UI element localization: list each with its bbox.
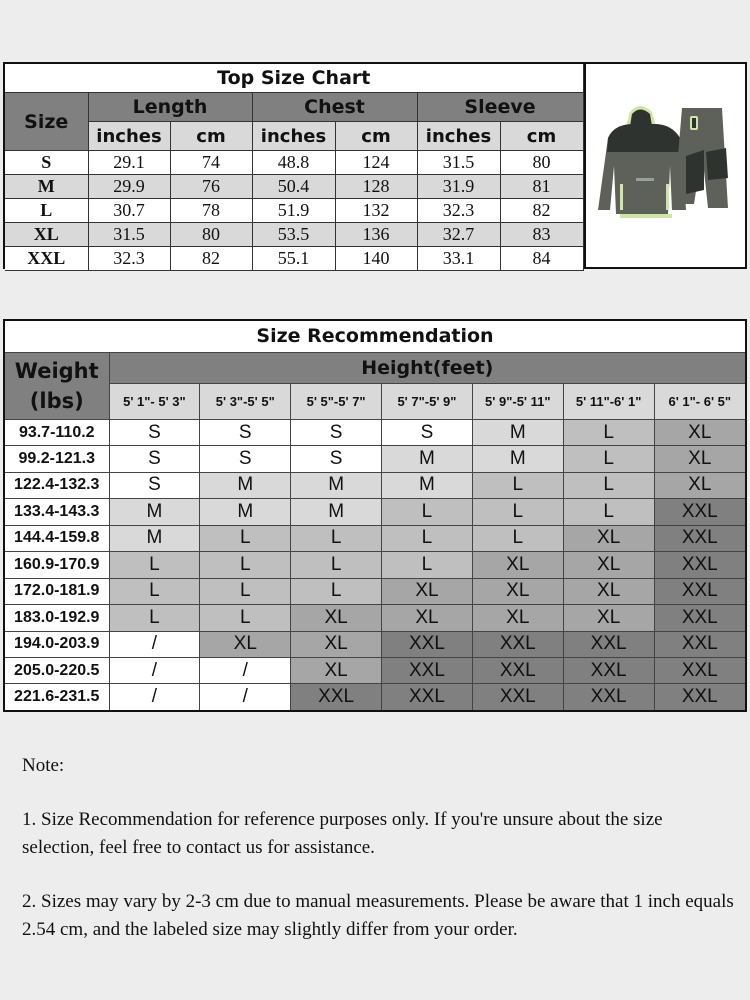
recommended-size-cell: XXL — [472, 631, 563, 657]
recommended-size-cell: L — [382, 552, 473, 578]
height-range-header: 6' 1"- 6' 5" — [654, 384, 745, 420]
recommended-size-cell: L — [109, 552, 200, 578]
recommended-size-cell: L — [563, 419, 654, 445]
size-column-header: Size — [5, 93, 88, 151]
height-range-header: 5' 9"-5' 11" — [472, 384, 563, 420]
measurement-cell: 140 — [335, 247, 417, 271]
recommended-size-cell: S — [291, 446, 382, 472]
recommended-size-cell: / — [109, 631, 200, 657]
recommended-size-cell: M — [382, 472, 473, 498]
weight-range: 93.7-110.2 — [5, 419, 109, 445]
chest-header: Chest — [252, 93, 417, 122]
measurement-cell: 84 — [500, 247, 583, 271]
recommended-size-cell: L — [563, 499, 654, 525]
recommended-size-cell: XXL — [382, 631, 473, 657]
recommended-size-cell: L — [563, 472, 654, 498]
length-header: Length — [88, 93, 252, 122]
recommended-size-cell: XL — [563, 605, 654, 631]
recommendation-row — [5, 472, 745, 498]
recommended-size-cell: XL — [291, 605, 382, 631]
measurement-cell: 50.4 — [252, 175, 335, 199]
recommended-size-cell: XL — [563, 525, 654, 551]
recommended-size-cell: L — [291, 578, 382, 604]
recommended-size-cell: XXL — [654, 499, 745, 525]
recommended-size-cell: L — [472, 499, 563, 525]
weight-range: 205.0-220.5 — [5, 657, 109, 683]
recommended-size-cell: XL — [563, 552, 654, 578]
note-item: 2. Sizes may vary by 2-3 cm due to manual measurements. Please be aware that 1 inch equals 2.54 cm, and the labeled size may slightly differ from your order. — [22, 891, 734, 940]
recommended-size-cell: M — [200, 472, 291, 498]
measurement-cell: 136 — [335, 223, 417, 247]
sleeve-header: Sleeve — [417, 93, 583, 122]
measurement-cell: 124 — [335, 151, 417, 175]
recommended-size-cell: L — [109, 578, 200, 604]
recommended-size-cell: XXL — [654, 605, 745, 631]
recommended-size-cell: XXL — [563, 631, 654, 657]
weight-header-unit: (lbs) — [29, 388, 84, 413]
recommended-size-cell: XL — [382, 578, 473, 604]
measurement-cell: 29.9 — [88, 175, 170, 199]
recommended-size-cell: M — [109, 525, 200, 551]
weight-range: 160.9-170.9 — [5, 552, 109, 578]
recommended-size-cell: XL — [654, 472, 745, 498]
measurement-cell: 51.9 — [252, 199, 335, 223]
height-range-header: 5' 3"-5' 5" — [200, 384, 291, 420]
recommendation-row — [5, 552, 745, 578]
recommended-size-cell: L — [472, 472, 563, 498]
recommended-size-cell: XXL — [654, 525, 745, 551]
measurement-cell: 32.7 — [417, 223, 500, 247]
size-recommendation-table — [5, 321, 745, 710]
measurement-cell: 82 — [170, 247, 252, 271]
measurement-cell: 78 — [170, 199, 252, 223]
recommended-size-cell: XL — [472, 605, 563, 631]
size-label: XL — [5, 223, 88, 247]
size-row — [5, 175, 583, 199]
recommended-size-cell: XL — [472, 578, 563, 604]
measurement-cell: 33.1 — [417, 247, 500, 271]
measurement-cell: 76 — [170, 175, 252, 199]
recommended-size-cell: XXL — [563, 657, 654, 683]
recommended-size-cell: XXL — [654, 657, 745, 683]
recommended-size-cell: S — [109, 419, 200, 445]
size-label: M — [5, 175, 88, 199]
size-row — [5, 151, 583, 175]
recommendation-row — [5, 419, 745, 445]
measurement-cell: 48.8 — [252, 151, 335, 175]
recommended-size-cell: S — [109, 446, 200, 472]
size-row — [5, 223, 583, 247]
recommended-size-cell: M — [472, 419, 563, 445]
measurement-cell: 31.5 — [417, 151, 500, 175]
weight-range: 221.6-231.5 — [5, 684, 109, 710]
recommended-size-cell: L — [382, 525, 473, 551]
recommended-size-cell: / — [200, 657, 291, 683]
product-image-cell — [584, 64, 745, 267]
unit-header: cm — [335, 122, 417, 151]
measurement-cell: 31.5 — [88, 223, 170, 247]
recommended-size-cell: XXL — [382, 657, 473, 683]
measurement-cell: 30.7 — [88, 199, 170, 223]
weight-column-header — [5, 352, 109, 419]
unit-header: cm — [170, 122, 252, 151]
size-row — [5, 199, 583, 223]
recommended-size-cell: S — [291, 419, 382, 445]
measurement-cell: 83 — [500, 223, 583, 247]
hoodie-and-pants-set-image — [590, 96, 740, 236]
recommended-size-cell: XL — [291, 657, 382, 683]
weight-range: 122.4-132.3 — [5, 472, 109, 498]
recommended-size-cell: XL — [654, 419, 745, 445]
recommended-size-cell: M — [472, 446, 563, 472]
recommended-size-cell: S — [109, 472, 200, 498]
size-label: S — [5, 151, 88, 175]
recommended-size-cell: S — [200, 446, 291, 472]
recommended-size-cell: XXL — [654, 684, 745, 710]
recommended-size-cell: M — [291, 472, 382, 498]
recommended-size-cell: L — [291, 552, 382, 578]
recommended-size-cell: L — [472, 525, 563, 551]
top-size-table — [5, 64, 584, 271]
recommended-size-cell: XL — [472, 552, 563, 578]
weight-range: 133.4-143.3 — [5, 499, 109, 525]
recommendation-row — [5, 631, 745, 657]
measurement-cell: 32.3 — [88, 247, 170, 271]
weight-header-label: Weight — [14, 358, 99, 383]
recommended-size-cell: L — [109, 605, 200, 631]
recommended-size-cell: XXL — [654, 631, 745, 657]
measurement-cell: 31.9 — [417, 175, 500, 199]
recommended-size-cell: XL — [654, 446, 745, 472]
recommendation-row — [5, 525, 745, 551]
recommended-size-cell: L — [382, 499, 473, 525]
recommended-size-cell: S — [200, 419, 291, 445]
unit-header: inches — [88, 122, 170, 151]
recommended-size-cell: L — [563, 446, 654, 472]
measurement-cell: 74 — [170, 151, 252, 175]
recommended-size-cell: L — [200, 578, 291, 604]
hoodie-icon — [598, 106, 686, 218]
recommendation-row — [5, 605, 745, 631]
weight-range: 99.2-121.3 — [5, 446, 109, 472]
recommendation-row — [5, 446, 745, 472]
weight-range: 194.0-203.9 — [5, 631, 109, 657]
height-range-header: 5' 1"- 5' 3" — [109, 384, 200, 420]
measurement-cell: 53.5 — [252, 223, 335, 247]
recommended-size-cell: L — [200, 605, 291, 631]
measurement-cell: 80 — [170, 223, 252, 247]
notes-section — [22, 752, 738, 944]
recommended-size-cell: XXL — [654, 578, 745, 604]
recommended-size-cell: / — [109, 684, 200, 710]
measurement-cell: 128 — [335, 175, 417, 199]
recommended-size-cell: XXL — [382, 684, 473, 710]
recommended-size-cell: M — [109, 499, 200, 525]
recommended-size-cell: L — [291, 525, 382, 551]
measurement-cell: 32.3 — [417, 199, 500, 223]
height-range-header: 5' 11"-6' 1" — [563, 384, 654, 420]
recommended-size-cell: M — [200, 499, 291, 525]
recommended-size-cell: XL — [200, 631, 291, 657]
recommended-size-cell: / — [200, 684, 291, 710]
recommended-size-cell: XL — [291, 631, 382, 657]
recommendation-row — [5, 499, 745, 525]
height-range-header: 5' 7"-5' 9" — [382, 384, 473, 420]
measurement-cell: 82 — [500, 199, 583, 223]
weight-range: 144.4-159.8 — [5, 525, 109, 551]
recommended-size-cell: XXL — [654, 552, 745, 578]
measurement-cell: 55.1 — [252, 247, 335, 271]
top-chart-title: Top Size Chart — [5, 64, 583, 93]
height-range-header: 5' 5"-5' 7" — [291, 384, 382, 420]
note-item: 1. Size Recommendation for reference purposes only. If you're unsure about the size selection, feel free to contact us for assistance. — [22, 809, 663, 858]
recommended-size-cell: XL — [563, 578, 654, 604]
recommendation-row — [5, 657, 745, 683]
recommended-size-cell: S — [382, 419, 473, 445]
measurement-cell: 80 — [500, 151, 583, 175]
recommended-size-cell: XXL — [563, 684, 654, 710]
pants-icon — [674, 108, 728, 208]
weight-range: 172.0-181.9 — [5, 578, 109, 604]
notes-heading: Note: — [22, 755, 65, 776]
measurement-cell: 29.1 — [88, 151, 170, 175]
recommendation-row — [5, 684, 745, 710]
recommendation-row — [5, 578, 745, 604]
unit-header: cm — [500, 122, 583, 151]
recommended-size-cell: M — [382, 446, 473, 472]
unit-header: inches — [252, 122, 335, 151]
size-label: L — [5, 199, 88, 223]
measurement-cell: 81 — [500, 175, 583, 199]
height-header: Height(feet) — [109, 352, 745, 384]
size-recommendation-chart — [3, 319, 747, 712]
weight-range: 183.0-192.9 — [5, 605, 109, 631]
unit-header: inches — [417, 122, 500, 151]
measurement-cell: 132 — [335, 199, 417, 223]
recommended-size-cell: XL — [382, 605, 473, 631]
recommended-size-cell: XXL — [472, 657, 563, 683]
recommended-size-cell: L — [200, 525, 291, 551]
top-size-chart — [3, 62, 747, 269]
recommended-size-cell: / — [109, 657, 200, 683]
size-label: XXL — [5, 247, 88, 271]
recommended-size-cell: XXL — [472, 684, 563, 710]
size-row — [5, 247, 583, 271]
recommended-size-cell: XXL — [291, 684, 382, 710]
recommended-size-cell: M — [291, 499, 382, 525]
recommended-size-cell: L — [200, 552, 291, 578]
recommendation-title: Size Recommendation — [5, 321, 745, 352]
